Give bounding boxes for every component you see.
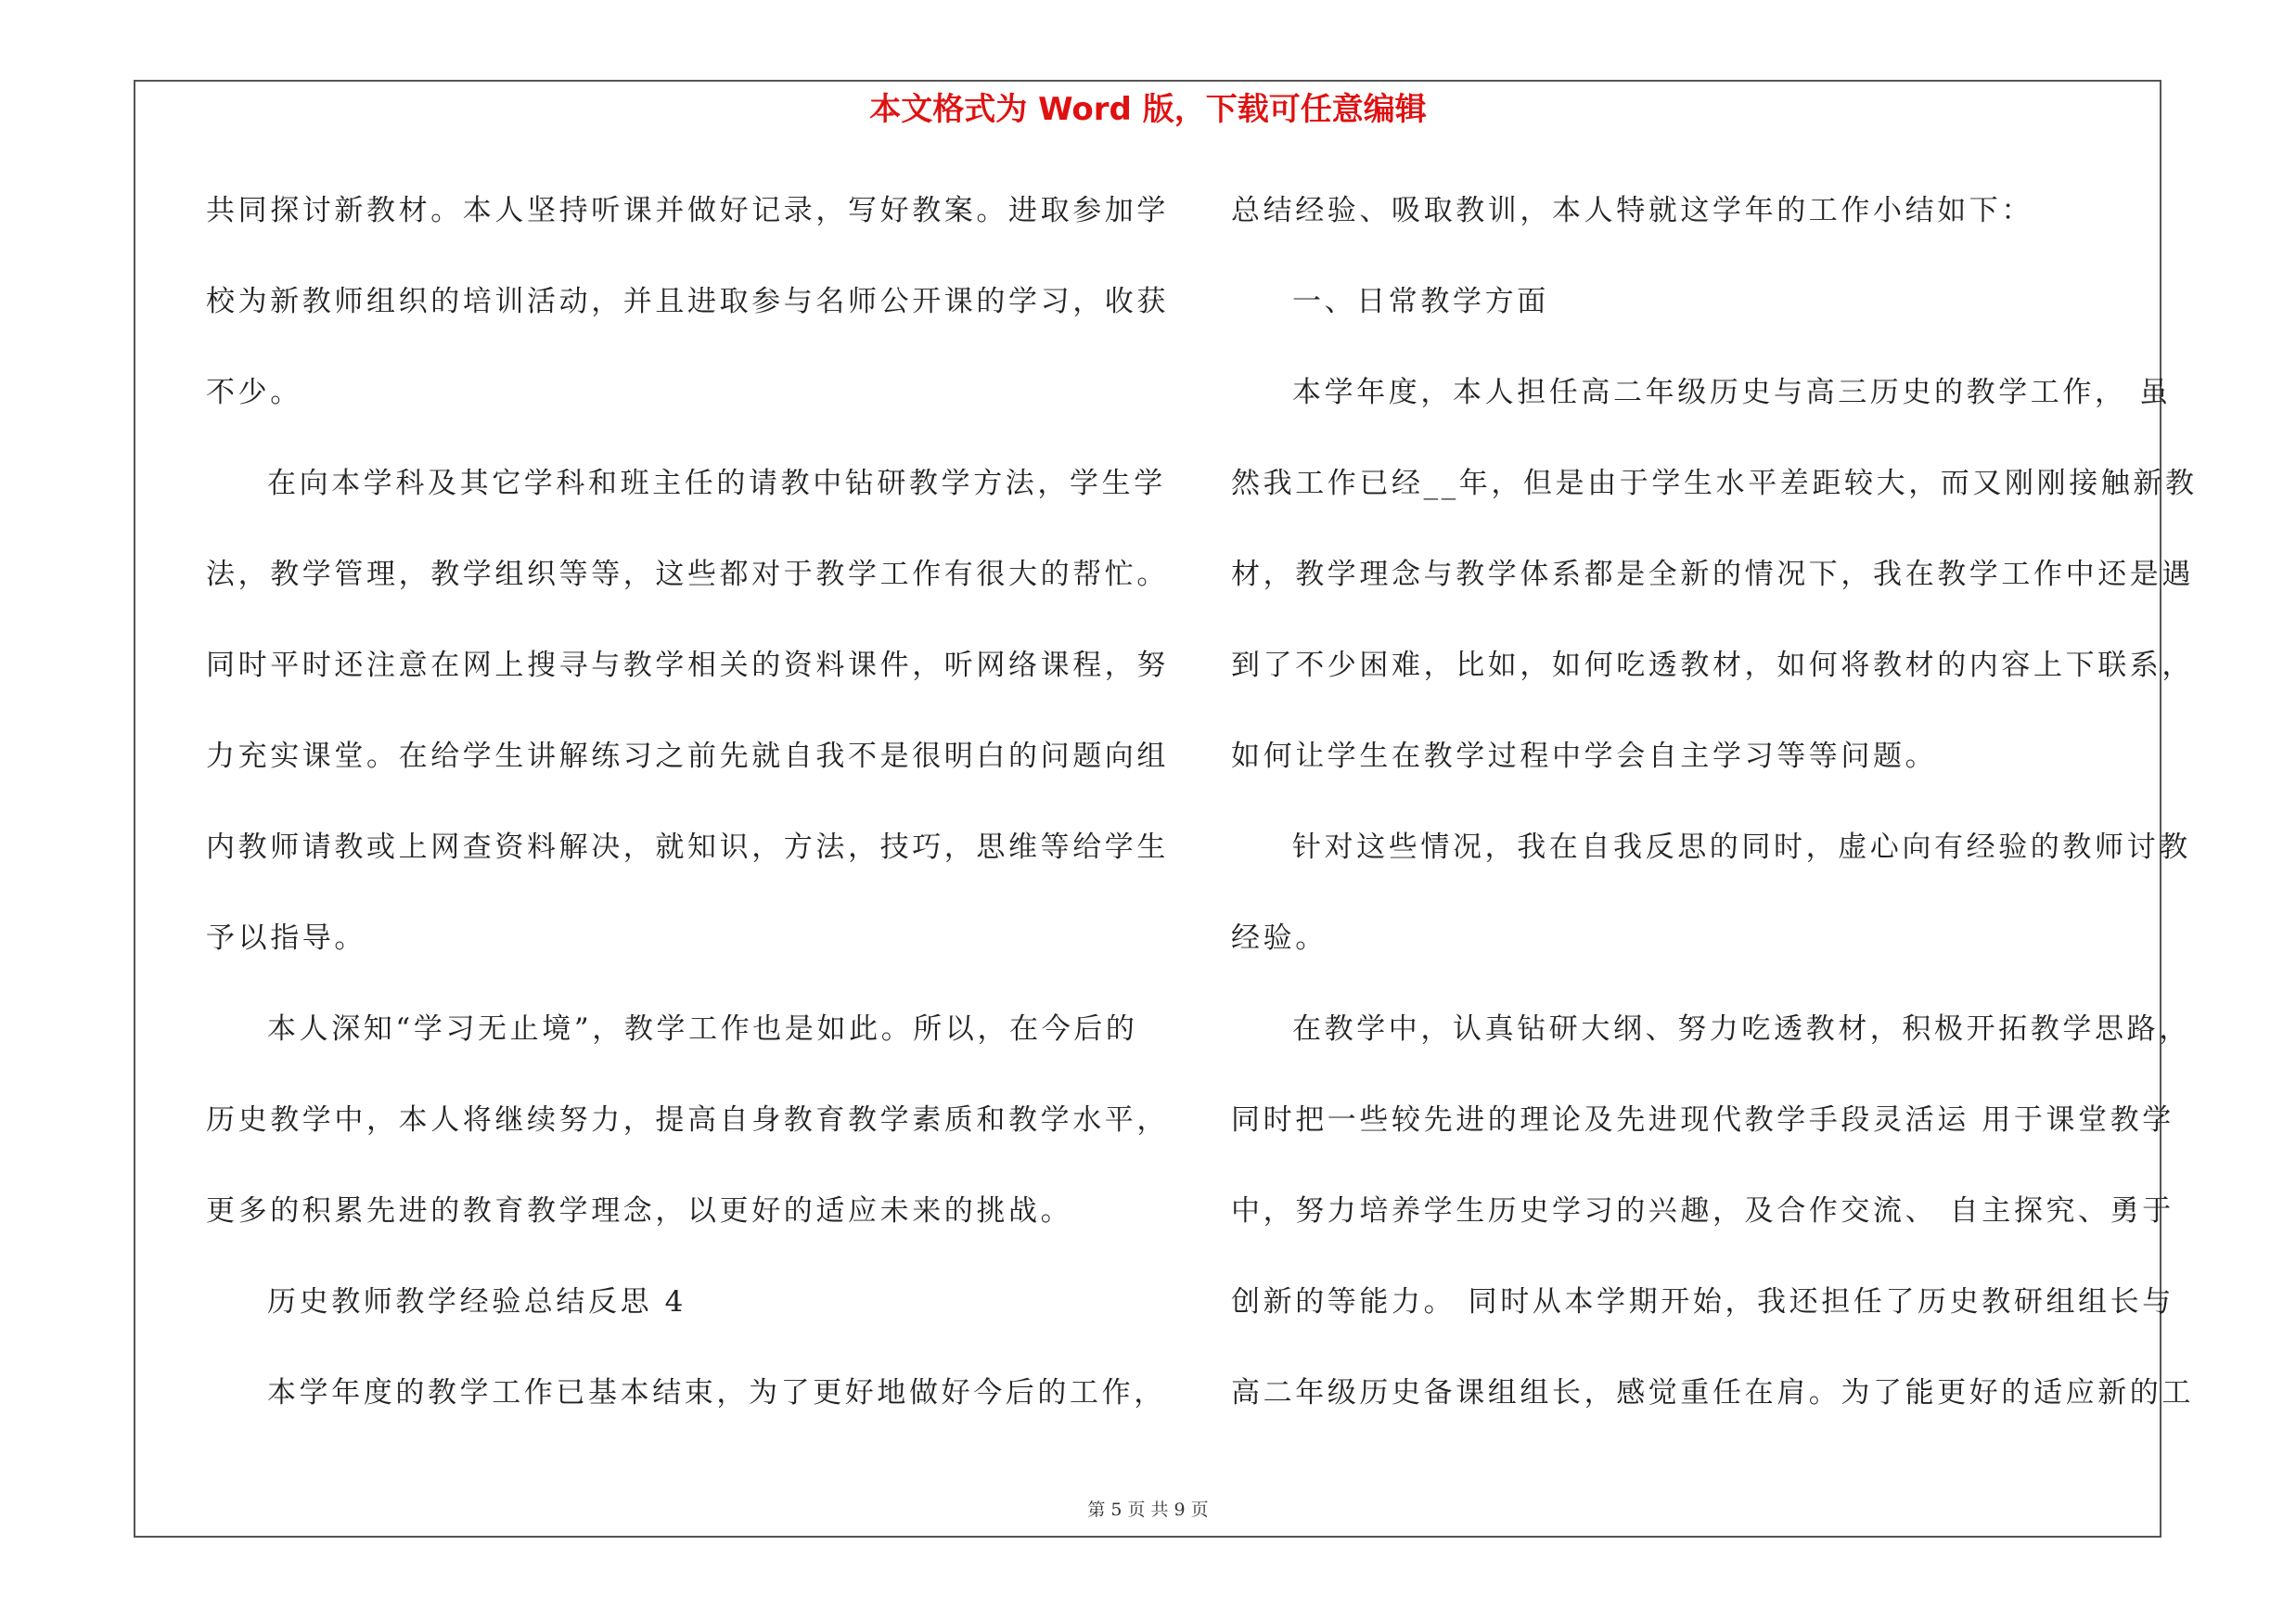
left-text-column bbox=[206, 182, 1169, 1455]
right-text-column bbox=[1231, 182, 2198, 1455]
text-line: 高二年级历史备课组组长，感觉重任在肩。为了能更好的适应新的工 bbox=[1231, 1376, 2194, 1410]
text-line: 校为新教师组织的培训活动，并且进取参与名师公开课的学习，收获 bbox=[206, 285, 1169, 318]
text-line: 本人深知“学习无止境”，教学工作也是如此。所以，在今后的 bbox=[267, 1012, 1138, 1046]
text-line: 一、日常教学方面 bbox=[1292, 285, 1549, 318]
word-format-banner: 本文格式为 Word 版，下载可任意编辑 bbox=[869, 91, 1427, 128]
text-line: 如何让学生在教学过程中学会自主学习等等问题。 bbox=[1231, 740, 1938, 773]
text-line: 同时平时还注意在网上搜寻与教学相关的资料课件，听网络课程，努 bbox=[206, 649, 1169, 682]
text-line: 中，努力培养学生历史学习的兴趣，及合作交流、 自主探究、勇于 bbox=[1231, 1194, 2174, 1228]
text-line: 力充实课堂。在给学生讲解练习之前先就自我不是很明白的问题向组 bbox=[206, 740, 1169, 773]
text-line: 在向本学科及其它学科和班主任的请教中钻研教学方法，学生学 bbox=[267, 467, 1166, 500]
text-line: 同时把一些较先进的理论及先进现代教学手段灵活运 用于课堂教学 bbox=[1231, 1103, 2174, 1137]
text-line: 内教师请教或上网查资料解决，就知识，方法，技巧，思维等给学生 bbox=[206, 831, 1169, 864]
text-line: 历史教师教学经验总结反思 4 bbox=[267, 1285, 686, 1319]
text-line: 到了不少困难，比如，如何吃透教材，如何将教材的内容上下联系， bbox=[1231, 649, 2194, 682]
text-line: 予以指导。 bbox=[206, 921, 366, 955]
text-line: 针对这些情况，我在自我反思的同时，虚心向有经验的教师讨教 bbox=[1292, 831, 2191, 864]
page-number: 第 5 页 共 9 页 bbox=[1087, 1500, 1209, 1520]
text-line: 历史教学中，本人将继续努力，提高自身教育教学素质和教学水平， bbox=[206, 1103, 1169, 1137]
text-line: 创新的等能力。 同时从本学期开始，我还担任了历史教研组组长与 bbox=[1231, 1285, 2174, 1319]
text-line: 更多的积累先进的教育教学理念，以更好的适应未来的挑战。 bbox=[206, 1194, 1073, 1228]
text-line: 共同探讨新教材。本人坚持听课并做好记录，写好教案。进取参加学 bbox=[206, 194, 1169, 227]
text-line: 在教学中，认真钻研大纲、努力吃透教材，积极开拓教学思路， bbox=[1292, 1012, 2191, 1046]
text-line: 法，教学管理，教学组织等等，这些都对于教学工作有很大的帮忙。 bbox=[206, 558, 1169, 591]
text-line: 材，教学理念与教学体系都是全新的情况下，我在教学工作中还是遇 bbox=[1231, 558, 2194, 591]
text-line: 本学年度的教学工作已基本结束，为了更好地做好今后的工作， bbox=[267, 1376, 1166, 1410]
text-line: 经验。 bbox=[1231, 921, 1328, 955]
text-line: 总结经验、吸取教训，本人特就这学年的工作小结如下： bbox=[1231, 194, 2033, 227]
text-line: 不少。 bbox=[206, 376, 302, 409]
text-line: 本学年度，本人担任高二年级历史与高三历史的教学工作， 虽 bbox=[1292, 376, 2172, 409]
text-line: 然我工作已经__年，但是由于学生水平差距较大，而又刚刚接触新教 bbox=[1231, 467, 2198, 500]
